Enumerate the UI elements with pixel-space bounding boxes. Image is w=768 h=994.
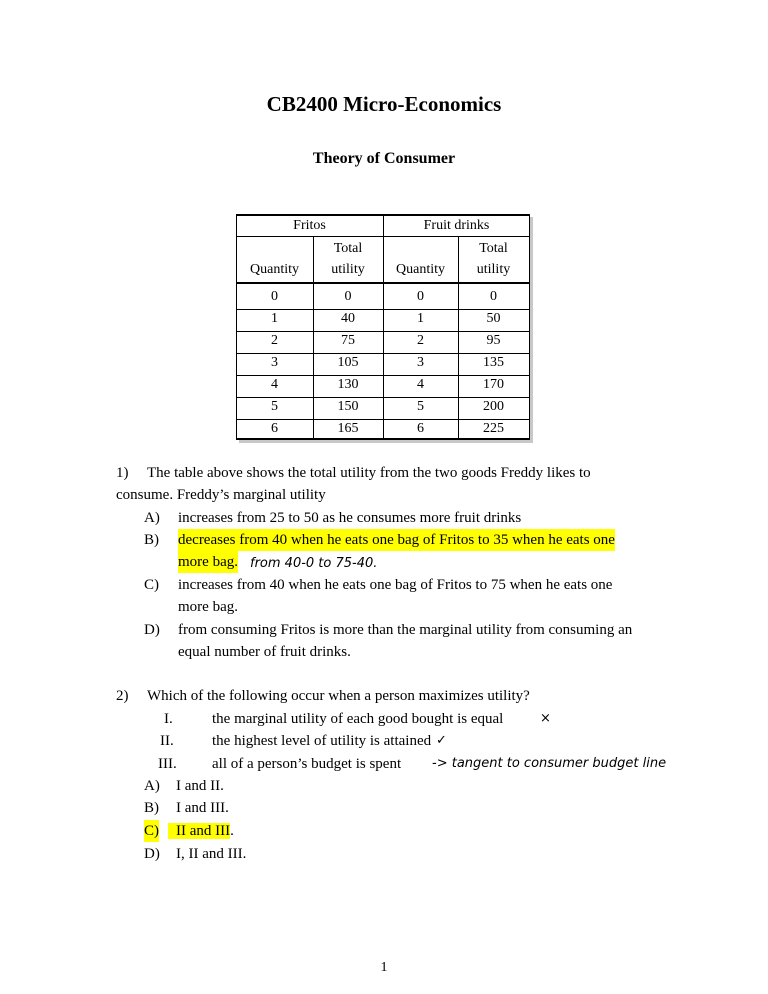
q1-handwritten-note: from 40-0 to 75-40. <box>250 556 378 571</box>
cell: 3 <box>417 355 424 370</box>
cell: 0 <box>490 289 497 304</box>
q1-option-b-highlight: decreases from 40 when he eats one bag of Fritos to 35 when he eats one <box>178 529 615 551</box>
cell: 75 <box>341 333 355 348</box>
page-title: CB2400 Micro-Economics <box>266 92 502 116</box>
cell: 150 <box>337 399 359 414</box>
cell: 0 <box>344 289 352 304</box>
q2-statement-1-mark: × <box>540 711 551 726</box>
q2-statement-1-roman: I. <box>164 711 173 727</box>
cell: 2 <box>271 333 278 348</box>
q2-statement-2: the highest level of utility is attained <box>212 733 432 749</box>
cell: 3 <box>271 355 278 370</box>
q2-option-a: I and II. <box>176 778 224 794</box>
q2-statement-2-mark: ✓ <box>436 733 447 748</box>
header-total-fruit: Total <box>479 241 508 256</box>
page-number: 1 <box>380 960 388 975</box>
q2-option-a-letter: A) <box>144 778 160 794</box>
q1-stem-line1: The table above shows the total utility from the two goods Freddy likes to <box>147 465 591 481</box>
cell: 40 <box>341 311 355 326</box>
cell: 5 <box>417 399 424 414</box>
q2-option-c-letter: C) <box>144 820 159 842</box>
cell: 0 <box>271 289 278 304</box>
q2-statement-3: all of a person’s budget is spent <box>212 756 402 772</box>
q2-option-d-letter: D) <box>144 846 160 862</box>
q1-option-d-line2: equal number of fruit drinks. <box>178 644 351 660</box>
cell: 50 <box>486 311 501 326</box>
cell: 5 <box>271 399 278 414</box>
q2-statement-3-roman: III. <box>158 756 177 772</box>
cell: 95 <box>486 333 501 348</box>
header-fruit-drinks: Fruit drinks <box>423 218 490 233</box>
q2-option-d: I, II and III. <box>176 846 247 862</box>
q1-stem-line2: consume. Freddy’s marginal utility <box>116 487 326 503</box>
q1-option-c-line2: more bag. <box>178 599 238 615</box>
q1-option-a-letter: A) <box>144 510 160 526</box>
q1-option-a: increases from 25 to 50 as he consumes more fruit drinks <box>178 510 522 526</box>
q2-option-b-letter: B) <box>144 800 159 816</box>
header-quantity-fruit: Quantity <box>396 262 445 277</box>
q1-option-c: increases from 40 when he eats one bag of Fritos to 75 when he eats one <box>178 577 613 593</box>
q2-statement-1: the marginal utility of each good bought is equal <box>212 711 504 727</box>
cell: 1 <box>417 311 424 326</box>
q2-option-c-period: . <box>230 823 234 839</box>
cell: 2 <box>417 333 424 348</box>
q1-option-c-letter: C) <box>144 577 159 593</box>
q1-option-d-letter: D) <box>144 622 160 638</box>
q2-statement-3-note: -> tangent to consumer budget line <box>432 756 667 771</box>
cell: 1 <box>271 311 278 326</box>
cell: 200 <box>483 399 504 414</box>
q1-option-b-letter: B) <box>144 532 159 548</box>
cell: 225 <box>483 421 504 436</box>
header-fritos: Fritos <box>293 218 326 233</box>
header-total-fritos: Total <box>333 241 363 256</box>
cell: 105 <box>337 355 359 370</box>
cell: 4 <box>417 377 424 392</box>
header-utility-fruit: utility <box>476 262 511 277</box>
q2-number: 2) <box>116 688 129 704</box>
cell: 130 <box>337 377 359 392</box>
q2-stem: Which of the following occur when a person maximizes utility? <box>147 688 530 704</box>
q2-option-b: I and III. <box>176 800 229 816</box>
q2-statement-2-roman: II. <box>160 733 174 749</box>
utility-table <box>236 214 530 440</box>
cell: 6 <box>417 421 424 436</box>
table-shadow-bottom <box>239 440 533 443</box>
q1-option-d: from consuming Fritos is more than the marginal utility from consuming an <box>178 622 633 638</box>
q2-option-c-highlight: II and III <box>168 823 230 839</box>
page-subtitle: Theory of Consumer <box>312 150 456 167</box>
cell: 170 <box>483 377 504 392</box>
cell: 0 <box>417 289 424 304</box>
q2-option-c-wrap <box>168 820 234 842</box>
table-shadow-right <box>530 217 533 443</box>
cell: 135 <box>483 355 504 370</box>
header-quantity-fritos: Quantity <box>250 262 299 277</box>
cell: 165 <box>337 421 359 436</box>
q1-option-b-line2: more bag. <box>178 551 238 573</box>
q1-number: 1) <box>116 465 129 481</box>
cell: 6 <box>271 421 278 436</box>
header-utility-fritos: utility <box>331 262 365 277</box>
cell: 4 <box>271 377 278 392</box>
